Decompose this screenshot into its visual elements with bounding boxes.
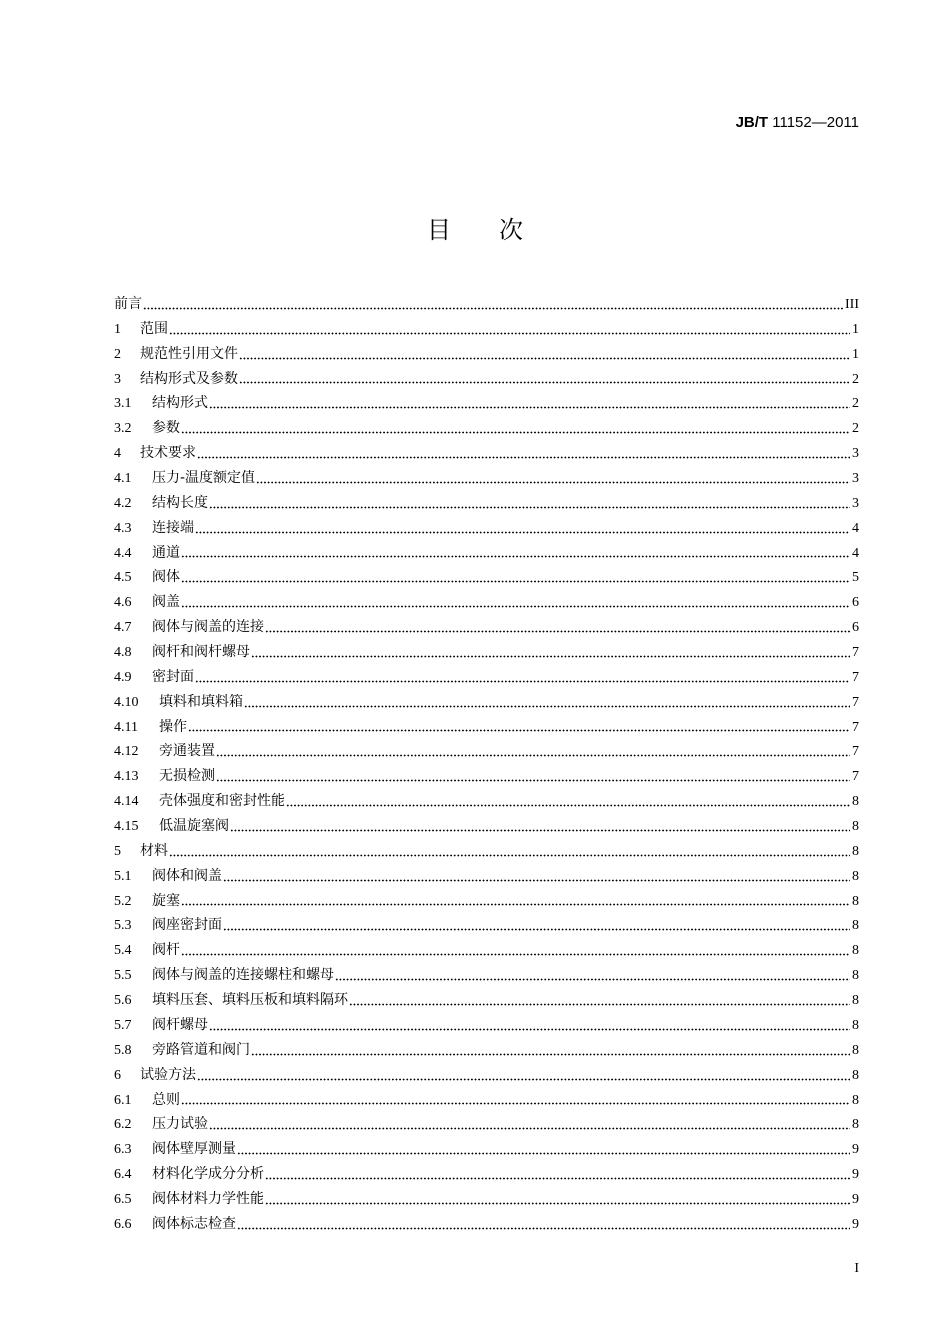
toc-entry-number: 1 <box>114 321 121 337</box>
toc-entry-number: 5.1 <box>114 868 132 884</box>
toc-entry[interactable] <box>114 441 859 466</box>
toc-entry-number: 4.6 <box>114 595 132 611</box>
toc-entry-title: 填料和填料箱 <box>159 693 243 710</box>
toc-entry-number: 4.3 <box>114 520 132 536</box>
toc-dot-leader <box>216 747 850 757</box>
toc-dot-leader <box>197 1071 850 1081</box>
toc-entry[interactable] <box>114 814 859 839</box>
toc-entry[interactable] <box>114 889 859 914</box>
toc-entry[interactable] <box>114 665 859 690</box>
toc-entry-number: 5.8 <box>114 1042 132 1058</box>
toc-dot-leader <box>223 921 850 931</box>
toc-entry-number: 4.14 <box>114 794 139 810</box>
toc-entry-number: 6 <box>114 1067 121 1083</box>
toc-entry-page: 3 <box>852 446 859 462</box>
toc-entry-number: 4.15 <box>114 819 139 835</box>
toc-entry-number: 4.4 <box>114 545 132 561</box>
toc-entry-number: 4.9 <box>114 669 132 685</box>
toc-entry-title: 材料化学成分分析 <box>152 1166 264 1183</box>
toc-entry-page: 7 <box>852 744 859 760</box>
toc-entry[interactable] <box>114 1212 859 1237</box>
toc-entry-title: 阀体标志检查 <box>152 1215 236 1232</box>
toc-entry-title: 阀体与阀盖的连接螺柱和螺母 <box>152 967 334 984</box>
toc-dot-leader <box>181 548 850 558</box>
toc-entry-page: 9 <box>852 1216 859 1232</box>
toc-entry-title: 结构长度 <box>152 494 208 511</box>
toc-entry[interactable] <box>114 988 859 1013</box>
toc-dot-leader <box>230 822 850 832</box>
toc-entry-title: 参数 <box>152 420 180 437</box>
toc-dot-leader <box>239 374 850 384</box>
toc-dot-leader <box>195 524 850 534</box>
toc-entry-title: 结构形式 <box>152 395 208 412</box>
toc-entry-page: 2 <box>852 396 859 412</box>
toc-entry[interactable] <box>114 1013 859 1038</box>
toc-entry-page: 8 <box>852 794 859 810</box>
toc-entry[interactable] <box>114 839 859 864</box>
toc-entry-page: 8 <box>852 843 859 859</box>
toc-entry-page: 6 <box>852 595 859 611</box>
toc-entry-title: 旁通装置 <box>159 743 215 760</box>
toc-entry-page: 7 <box>852 669 859 685</box>
toc-entry-page: 9 <box>852 1191 859 1207</box>
toc-dot-leader <box>223 872 850 882</box>
toc-entry-page: 8 <box>852 1017 859 1033</box>
toc-entry-title: 填料压套、填料压板和填料隔环 <box>152 992 348 1009</box>
toc-entry[interactable] <box>114 1112 859 1137</box>
toc-entry-page: 8 <box>852 1042 859 1058</box>
toc-entry-number: 4 <box>114 446 121 462</box>
toc-dot-leader <box>265 1195 850 1205</box>
toc-entry-page: 8 <box>852 968 859 984</box>
toc-entry-title: 连接端 <box>152 519 194 536</box>
toc-entry[interactable] <box>114 416 859 441</box>
toc-entry-page: 8 <box>852 918 859 934</box>
toc-entry[interactable] <box>114 640 859 665</box>
toc-entry[interactable] <box>114 764 859 789</box>
toc-entry-number: 4.1 <box>114 471 132 487</box>
toc-entry-page: 7 <box>852 769 859 785</box>
toc-dot-leader <box>181 424 850 434</box>
toc-entry-title: 壳体强度和密封性能 <box>159 793 285 810</box>
page-number: I <box>854 1261 859 1276</box>
toc-entry[interactable] <box>114 963 859 988</box>
toc-entry-number: 3.1 <box>114 396 132 412</box>
document-code-number: 11152—2011 <box>768 114 859 131</box>
toc-entry-number: 4.2 <box>114 495 132 511</box>
toc-entry-title: 密封面 <box>152 668 194 685</box>
toc-entry-title: 结构形式及参数 <box>140 370 238 387</box>
toc-dot-leader <box>209 1021 850 1031</box>
toc-dot-leader <box>143 300 843 310</box>
toc-entry[interactable] <box>114 590 859 615</box>
toc-entry-number: 5.5 <box>114 968 132 984</box>
toc-dot-leader <box>195 673 850 683</box>
toc-entry-page: 8 <box>852 993 859 1009</box>
toc-dot-leader <box>251 648 850 658</box>
toc-entry-title: 阀盖 <box>152 594 180 611</box>
toc-entry[interactable] <box>114 491 859 516</box>
toc-entry-number: 5 <box>114 843 121 859</box>
toc-dot-leader <box>169 325 850 335</box>
toc-dot-leader <box>286 797 850 807</box>
toc-entry[interactable] <box>114 1088 859 1113</box>
toc-entry-title: 材料 <box>140 842 168 859</box>
toc-entry[interactable] <box>114 367 859 392</box>
toc-entry-title: 旋塞 <box>152 892 180 909</box>
toc-entry-page: 9 <box>852 1167 859 1183</box>
toc-entry-number: 3.2 <box>114 421 132 437</box>
toc-entry-title: 阀杆 <box>152 942 180 959</box>
toc-entry[interactable] <box>114 715 859 740</box>
toc-entry-page: 9 <box>852 1142 859 1158</box>
toc-dot-leader <box>265 1170 850 1180</box>
toc-entry-title: 操作 <box>159 718 187 735</box>
toc-entry[interactable] <box>114 342 859 367</box>
toc-entry-title: 试验方法 <box>140 1066 196 1083</box>
toc-entry-number: 4.13 <box>114 769 139 785</box>
toc-entry-page: III <box>845 297 859 312</box>
toc-dot-leader <box>181 946 850 956</box>
toc-entry-page: 8 <box>852 943 859 959</box>
toc-entry-page: 8 <box>852 819 859 835</box>
toc-entry-title: 技术要求 <box>140 445 196 462</box>
toc-entry-number: 4.5 <box>114 570 132 586</box>
toc-dot-leader <box>256 474 850 484</box>
toc-entry-number: 4.8 <box>114 645 132 661</box>
page-title: 目次 <box>427 216 571 244</box>
toc-entry-page: 3 <box>852 495 859 511</box>
toc-entry-page: 4 <box>852 545 859 561</box>
toc-entry[interactable] <box>114 391 859 416</box>
toc-entry[interactable] <box>114 541 859 566</box>
toc-entry-title: 阀杆和阀杆螺母 <box>152 644 250 661</box>
document-code <box>736 113 859 133</box>
toc-entry-page: 2 <box>852 371 859 387</box>
toc-dot-leader <box>265 623 850 633</box>
toc-entry-title: 阀座密封面 <box>152 917 222 934</box>
toc-entry[interactable] <box>114 565 859 590</box>
toc-entry[interactable] <box>114 516 859 541</box>
toc-entry-page: 8 <box>852 1067 859 1083</box>
toc-entry-title: 压力-温度额定值 <box>152 470 256 487</box>
toc-dot-leader <box>181 1095 850 1105</box>
toc-entry-title: 旁路管道和阀门 <box>152 1041 250 1058</box>
toc-dot-leader <box>169 847 850 857</box>
toc-entry-title: 低温旋塞阀 <box>159 818 229 835</box>
toc-entry-number: 6.5 <box>114 1191 132 1207</box>
toc-entry-title: 阀体与阀盖的连接 <box>152 619 264 636</box>
toc-entry-number: 6.4 <box>114 1167 132 1183</box>
toc-dot-leader <box>237 1220 850 1230</box>
toc-entry-page: 7 <box>852 645 859 661</box>
toc-dot-leader <box>181 598 850 608</box>
toc-entry-page: 7 <box>852 694 859 710</box>
toc-entry-number: 6.2 <box>114 1117 132 1133</box>
toc-entry-title: 范围 <box>140 320 168 337</box>
toc-dot-leader <box>251 1046 850 1056</box>
toc-entry[interactable] <box>114 466 859 491</box>
toc-entry-number: 5.4 <box>114 943 132 959</box>
toc-dot-leader <box>209 1120 850 1130</box>
toc-entry-page: 7 <box>852 719 859 735</box>
toc-entry-page: 1 <box>852 321 859 337</box>
toc-entry[interactable] <box>114 1063 859 1088</box>
toc-entry-number: 2 <box>114 346 121 362</box>
toc-entry-number: 4.7 <box>114 620 132 636</box>
toc-dot-leader <box>239 350 850 360</box>
toc-entry-title: 阀体 <box>152 569 180 586</box>
toc-entry-page: 8 <box>852 868 859 884</box>
toc-entry[interactable] <box>114 1137 859 1162</box>
toc-entry[interactable] <box>114 1162 859 1187</box>
toc-entry[interactable] <box>114 864 859 889</box>
toc-entry[interactable] <box>114 1187 859 1212</box>
toc-entry-title: 无损检测 <box>159 768 215 785</box>
toc-entry-number: 4.10 <box>114 694 139 710</box>
toc-entry-number: 6.3 <box>114 1142 132 1158</box>
toc-dot-leader <box>188 722 850 732</box>
toc-entry-page: 1 <box>852 346 859 362</box>
toc-dot-leader <box>181 573 850 583</box>
toc-dot-leader <box>335 971 850 981</box>
toc-entry-number: 5.6 <box>114 993 132 1009</box>
toc-dot-leader <box>237 1145 850 1155</box>
toc-entry[interactable] <box>114 615 859 640</box>
toc-entry-title: 阀体材料力学性能 <box>152 1190 264 1207</box>
toc-entry-page: 8 <box>852 1117 859 1133</box>
toc-entry-number: 4.12 <box>114 744 139 760</box>
toc-dot-leader <box>244 698 850 708</box>
toc-dot-leader <box>216 772 850 782</box>
toc-entry-number: 5.2 <box>114 893 132 909</box>
toc-entry-title: 压力试验 <box>152 1116 208 1133</box>
table-of-contents <box>114 292 859 1237</box>
toc-entry-page: 3 <box>852 471 859 487</box>
toc-entry-page: 8 <box>852 1092 859 1108</box>
toc-entry-title: 总则 <box>152 1091 180 1108</box>
toc-entry[interactable] <box>114 1038 859 1063</box>
toc-entry-title: 阀体和阀盖 <box>152 867 222 884</box>
toc-entry-page: 4 <box>852 520 859 536</box>
toc-dot-leader <box>181 896 850 906</box>
toc-dot-leader <box>197 449 850 459</box>
toc-entry-title: 前言 <box>114 296 142 312</box>
toc-entry-number: 5.7 <box>114 1017 132 1033</box>
toc-entry-page: 5 <box>852 570 859 586</box>
toc-entry-title: 阀杆螺母 <box>152 1016 208 1033</box>
toc-entry-page: 8 <box>852 893 859 909</box>
toc-entry-title: 规范性引用文件 <box>140 345 238 362</box>
toc-entry-page: 2 <box>852 421 859 437</box>
toc-entry[interactable] <box>114 690 859 715</box>
toc-dot-leader <box>349 996 850 1006</box>
toc-entry-title: 通道 <box>152 544 180 561</box>
toc-entry-page: 6 <box>852 620 859 636</box>
document-code-prefix: JB/T <box>735 114 769 131</box>
toc-entry-number: 6.1 <box>114 1092 132 1108</box>
toc-entry[interactable] <box>114 317 859 342</box>
toc-entry[interactable] <box>114 739 859 764</box>
toc-entry[interactable] <box>114 938 859 963</box>
toc-entry-number: 6.6 <box>114 1216 132 1232</box>
toc-entry-number: 3 <box>114 371 121 387</box>
toc-dot-leader <box>209 499 850 509</box>
toc-entry-number: 4.11 <box>114 719 138 735</box>
toc-dot-leader <box>209 399 850 409</box>
toc-entry-number: 5.3 <box>114 918 132 934</box>
toc-entry[interactable] <box>114 292 859 317</box>
toc-entry-title: 阀体壁厚测量 <box>152 1141 236 1158</box>
toc-entry[interactable] <box>114 789 859 814</box>
toc-entry[interactable] <box>114 913 859 938</box>
